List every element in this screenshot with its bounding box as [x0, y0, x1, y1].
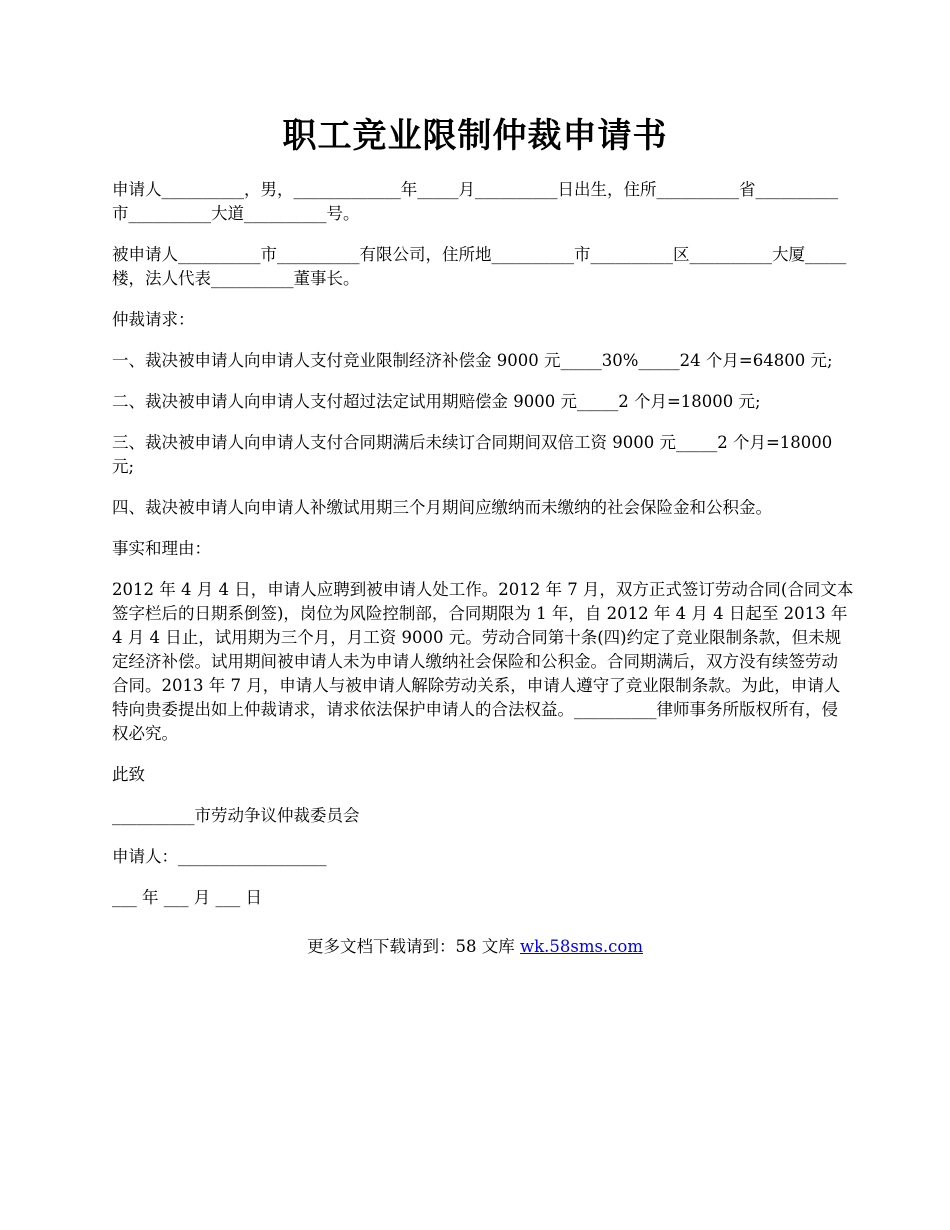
recipient-line: __________市劳动争议仲裁委员会	[112, 806, 360, 825]
document-body	[112, 178, 854, 927]
footer-text: 更多文档下载请到：58 文库	[306, 937, 520, 956]
claim-item-4: 四、裁决被申请人向申请人补缴试用期三个月期间应缴纳而未缴纳的社会保险金和公积金。	[112, 498, 772, 517]
salutation: 此致	[112, 765, 145, 784]
signature-line: 申请人：__________________	[112, 847, 327, 866]
facts-heading: 事实和理由：	[112, 539, 211, 558]
download-footer	[0, 935, 950, 959]
document-title: 职工竞业限制仲裁申请书	[282, 116, 668, 156]
claims-heading: 仲裁请求：	[112, 310, 195, 329]
respondent-paragraph: 被申请人__________市__________有限公司，住所地__________市__________区__________大厦_____楼，法人代表__________董事长。	[112, 245, 847, 288]
applicant-paragraph: 申请人__________，男，_____________年_____月__________日出生，住所__________省__________市__________大道__________号。	[112, 180, 838, 223]
claim-item-3: 三、裁决被申请人向申请人支付合同期满后未续订合同期间双倍工资 9000 元_____2 个月=18000 元;	[112, 433, 833, 476]
claim-item-1: 一、裁决被申请人向申请人支付竞业限制经济补偿金 9000 元_____30%_____24 个月=64800 元;	[112, 351, 833, 370]
date-line: ___ 年 ___ 月 ___ 日	[112, 888, 262, 907]
facts-paragraph: 2012 年 4 月 4 日，申请人应聘到被申请人处工作。2012 年 7 月，双方正式签订劳动合同(合同文本签字栏后的日期系倒签)，岗位为风险控制部，合同期限为 1 年，自 2012 年 4 月 4 日起至 2013 年 4 月 4 日止，试用期为三个月，月工资 9000 元。劳动合同第十条(四)约定了竞业限制条款，但未规定经济补偿。试用期间被申请人未为申请人缴纳社会保险和公积金。合同期满后，双方没有续签劳动合同。2013 年 7 月，申请人与被申请人解除劳动关系，申请人遵守了竞业限制条款。为此，申请人特向贵委提出如上仲裁请求，请求依法保护申请人的合法权益。__________律师事务所版权所有，侵权必究。	[112, 580, 854, 743]
claim-item-2: 二、裁决被申请人向申请人支付超过法定试用期赔偿金 9000 元_____2 个月=18000 元;	[112, 392, 761, 411]
website-link[interactable]: wk.58sms.com	[519, 937, 643, 956]
